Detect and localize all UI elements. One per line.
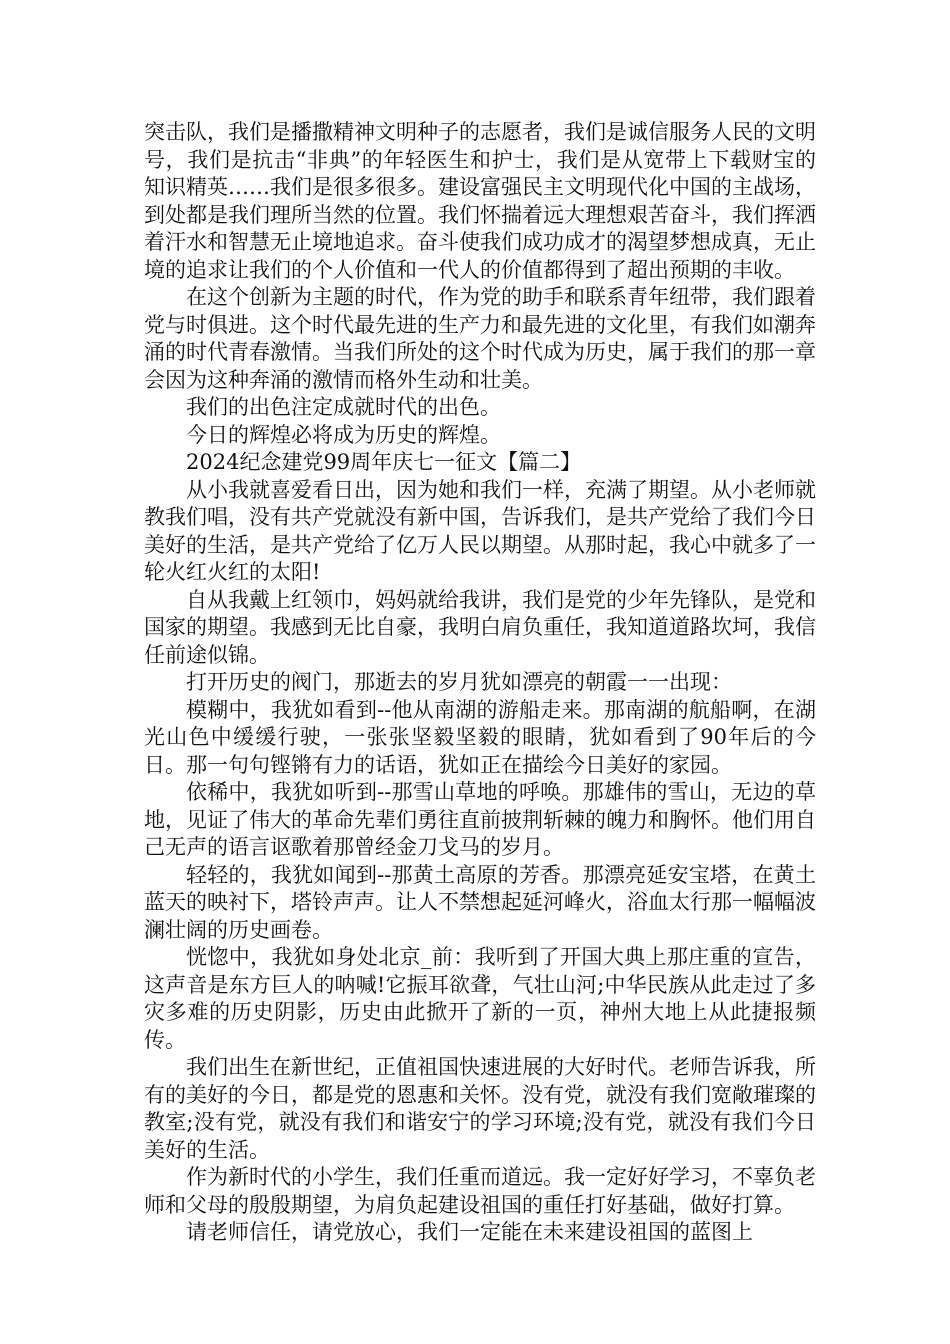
paragraph-new-century: 我们出生在新世纪，正值祖国快速进展的大好时代。老师告诉我，所有的美好的今日，都是党的恩惠和关怀。没有党，就没有我们宽敞璀璨的教室;没有党，就没有我们和谐安宁的学习环境;没有党，就没有我们今日美好的生活。	[144, 1055, 816, 1162]
paragraph-snow-mountain: 依稀中，我犹如听到--那雪山草地的呼唤。那雄伟的雪山，无边的草地，见证了伟大的革命先辈们勇往直前披荆斩棘的魄力和胸怀。他们用自己无声的语言讴歌着那曾经金刀戈马的岁月。	[144, 780, 816, 859]
paragraph-excellence: 我们的出色注定成就时代的出色。	[186, 395, 501, 419]
section-heading: 2024纪念建党99周年庆七一征文【篇二】	[186, 450, 582, 474]
paragraph-south-lake: 模糊中，我犹如看到--他从南湖的游船走来。那南湖的航船啊，在湖光山色中缓缓行驶，一张张坚毅坚毅的眼睛，犹如看到了90年后的今日。那一句句铿锵有力的话语，犹如正在描绘今日美好的家园。	[144, 697, 816, 777]
paragraph-beijing: 恍惚中，我犹如身处北京_前：我听到了开国大典上那庄重的宣告，这声音是东方巨人的呐喊!它振耳欲聋，气壮山河;中华民族从此走过了多灾多难的历史阴影，历史由此掀开了新的一页，神州大地上从此捷报频传。	[144, 945, 816, 1052]
paragraph-glory: 今日的辉煌必将成为历史的辉煌。	[186, 422, 501, 447]
paragraph-new-era-student: 作为新时代的小学生，我们任重而道远。我一定好好学习，不辜负老师和父母的殷殷期望，为肩负起建设祖国的重任打好基础，做好打算。	[144, 1165, 816, 1217]
paragraph-loess-plateau: 轻轻的，我犹如闻到--那黄土高原的芳香。那漂亮延安宝塔，在黄土蓝天的映衬下，塔铃声声。让人不禁想起延河峰火，浴血太行那一幅幅波澜壮阔的历史画卷。	[144, 862, 816, 942]
paragraph-sunrise: 从小我就喜爱看日出，因为她和我们一样，充满了期望。从小老师就教我们唱，没有共产党就没有新中国，告诉我们，是共产党给了我们今日美好的生活，是共产党给了亿万人民以期望。从那时起，我心中就多了一轮火红火红的太阳!	[144, 477, 816, 584]
paragraph-history-gate: 打开历史的阀门，那逝去的岁月犹如漂亮的朝霞一一出现：	[186, 670, 732, 694]
paragraph-promise: 请老师信任，请党放心，我们一定能在未来建设祖国的蓝图上	[186, 1220, 753, 1244]
document-page	[144, 119, 816, 1247]
paragraph-innovation-era: 在这个创新为主题的时代，作为党的助手和联系青年纽带，我们跟着党与时俱进。这个时代最先进的生产力和最先进的文化里，有我们如潮奔涌的时代青春激情。当我们所处的这个时代成为历史，属于我们的那一章会因为这种奔涌的激情而格外生动和壮美。	[144, 285, 816, 392]
paragraph-continuation: 突击队，我们是播撒精神文明种子的志愿者，我们是诚信服务人民的文明号，我们是抗击“非典”的年轻医生和护士，我们是从宽带上下载财宝的知识精英……我们是很多很多。建设富强民主文明现代化中国的主战场，到处都是我们理所当然的位置。我们怀揣着远大理想艰苦奋斗，我们挥洒着汗水和智慧无止境地追求。奋斗使我们成功成才的渴望梦想成真，无止境的追求让我们的个人价值和一代人的价值都得到了超出预期的丰收。	[144, 120, 816, 282]
paragraph-red-scarf: 自从我戴上红领巾，妈妈就给我讲，我们是党的少年先锋队，是党和国家的期望。我感到无比自豪，我明白肩负重任，我知道道路坎坷，我信任前途似锦。	[144, 587, 816, 667]
